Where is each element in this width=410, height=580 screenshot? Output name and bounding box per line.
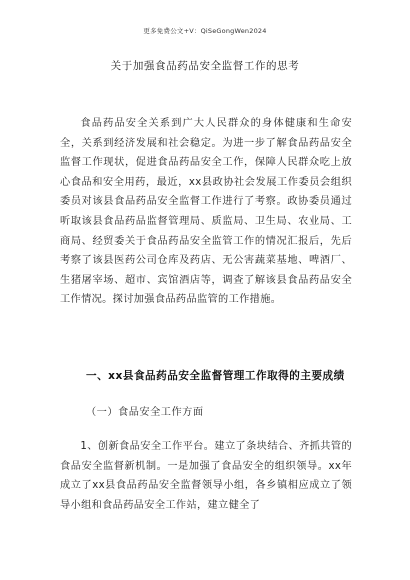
header-note: 更多免费公文+V：QiSeGongWen2024 bbox=[143, 27, 267, 35]
subsection-heading: （一）食品安全工作方面 bbox=[86, 407, 204, 418]
document-title: 关于加强食品药品安全监督工作的思考 bbox=[110, 60, 300, 72]
intro-paragraph: 食品药品安全关系到广大人民群众的身体健康和生命安全，关系到经济发展和社会稳定。为进一步了解食品药品安全监督工作现状，促进食品药品安全工作，保障人民群众吃上放心食品和安全用药，最近，xx县政协社会发展工作委员会组织委员对该县食品药品安全监督工作进行了考察。政协委员通过听取该县食品药品监督管理局、质监局、卫生局、农业局、工商局、经贸委关于食品药品安全监管工作的情况汇报后，先后考察了该县医药公司仓库及药店、无公害蔬菜基地、啤酒厂、生猪屠宰场、超市、宾馆酒店等，调查了解该县食品药品安全工作情况。探讨加强食品药品监管的工作措施。 bbox=[60, 118, 352, 306]
section-heading: 一、xx县食品药品安全监督管理工作取得的主要成绩 bbox=[86, 370, 345, 382]
body-paragraph: 1、创新食品安全工作平台。建立了条块结合、齐抓共管的食品安全监督新机制。一是加强了食品安全的组织领导。xx年成立了xx县食品药品安全监督领导小组，各乡镇相应成立了领导小组和食品药品安全工作站，建立健全了 bbox=[60, 441, 352, 511]
